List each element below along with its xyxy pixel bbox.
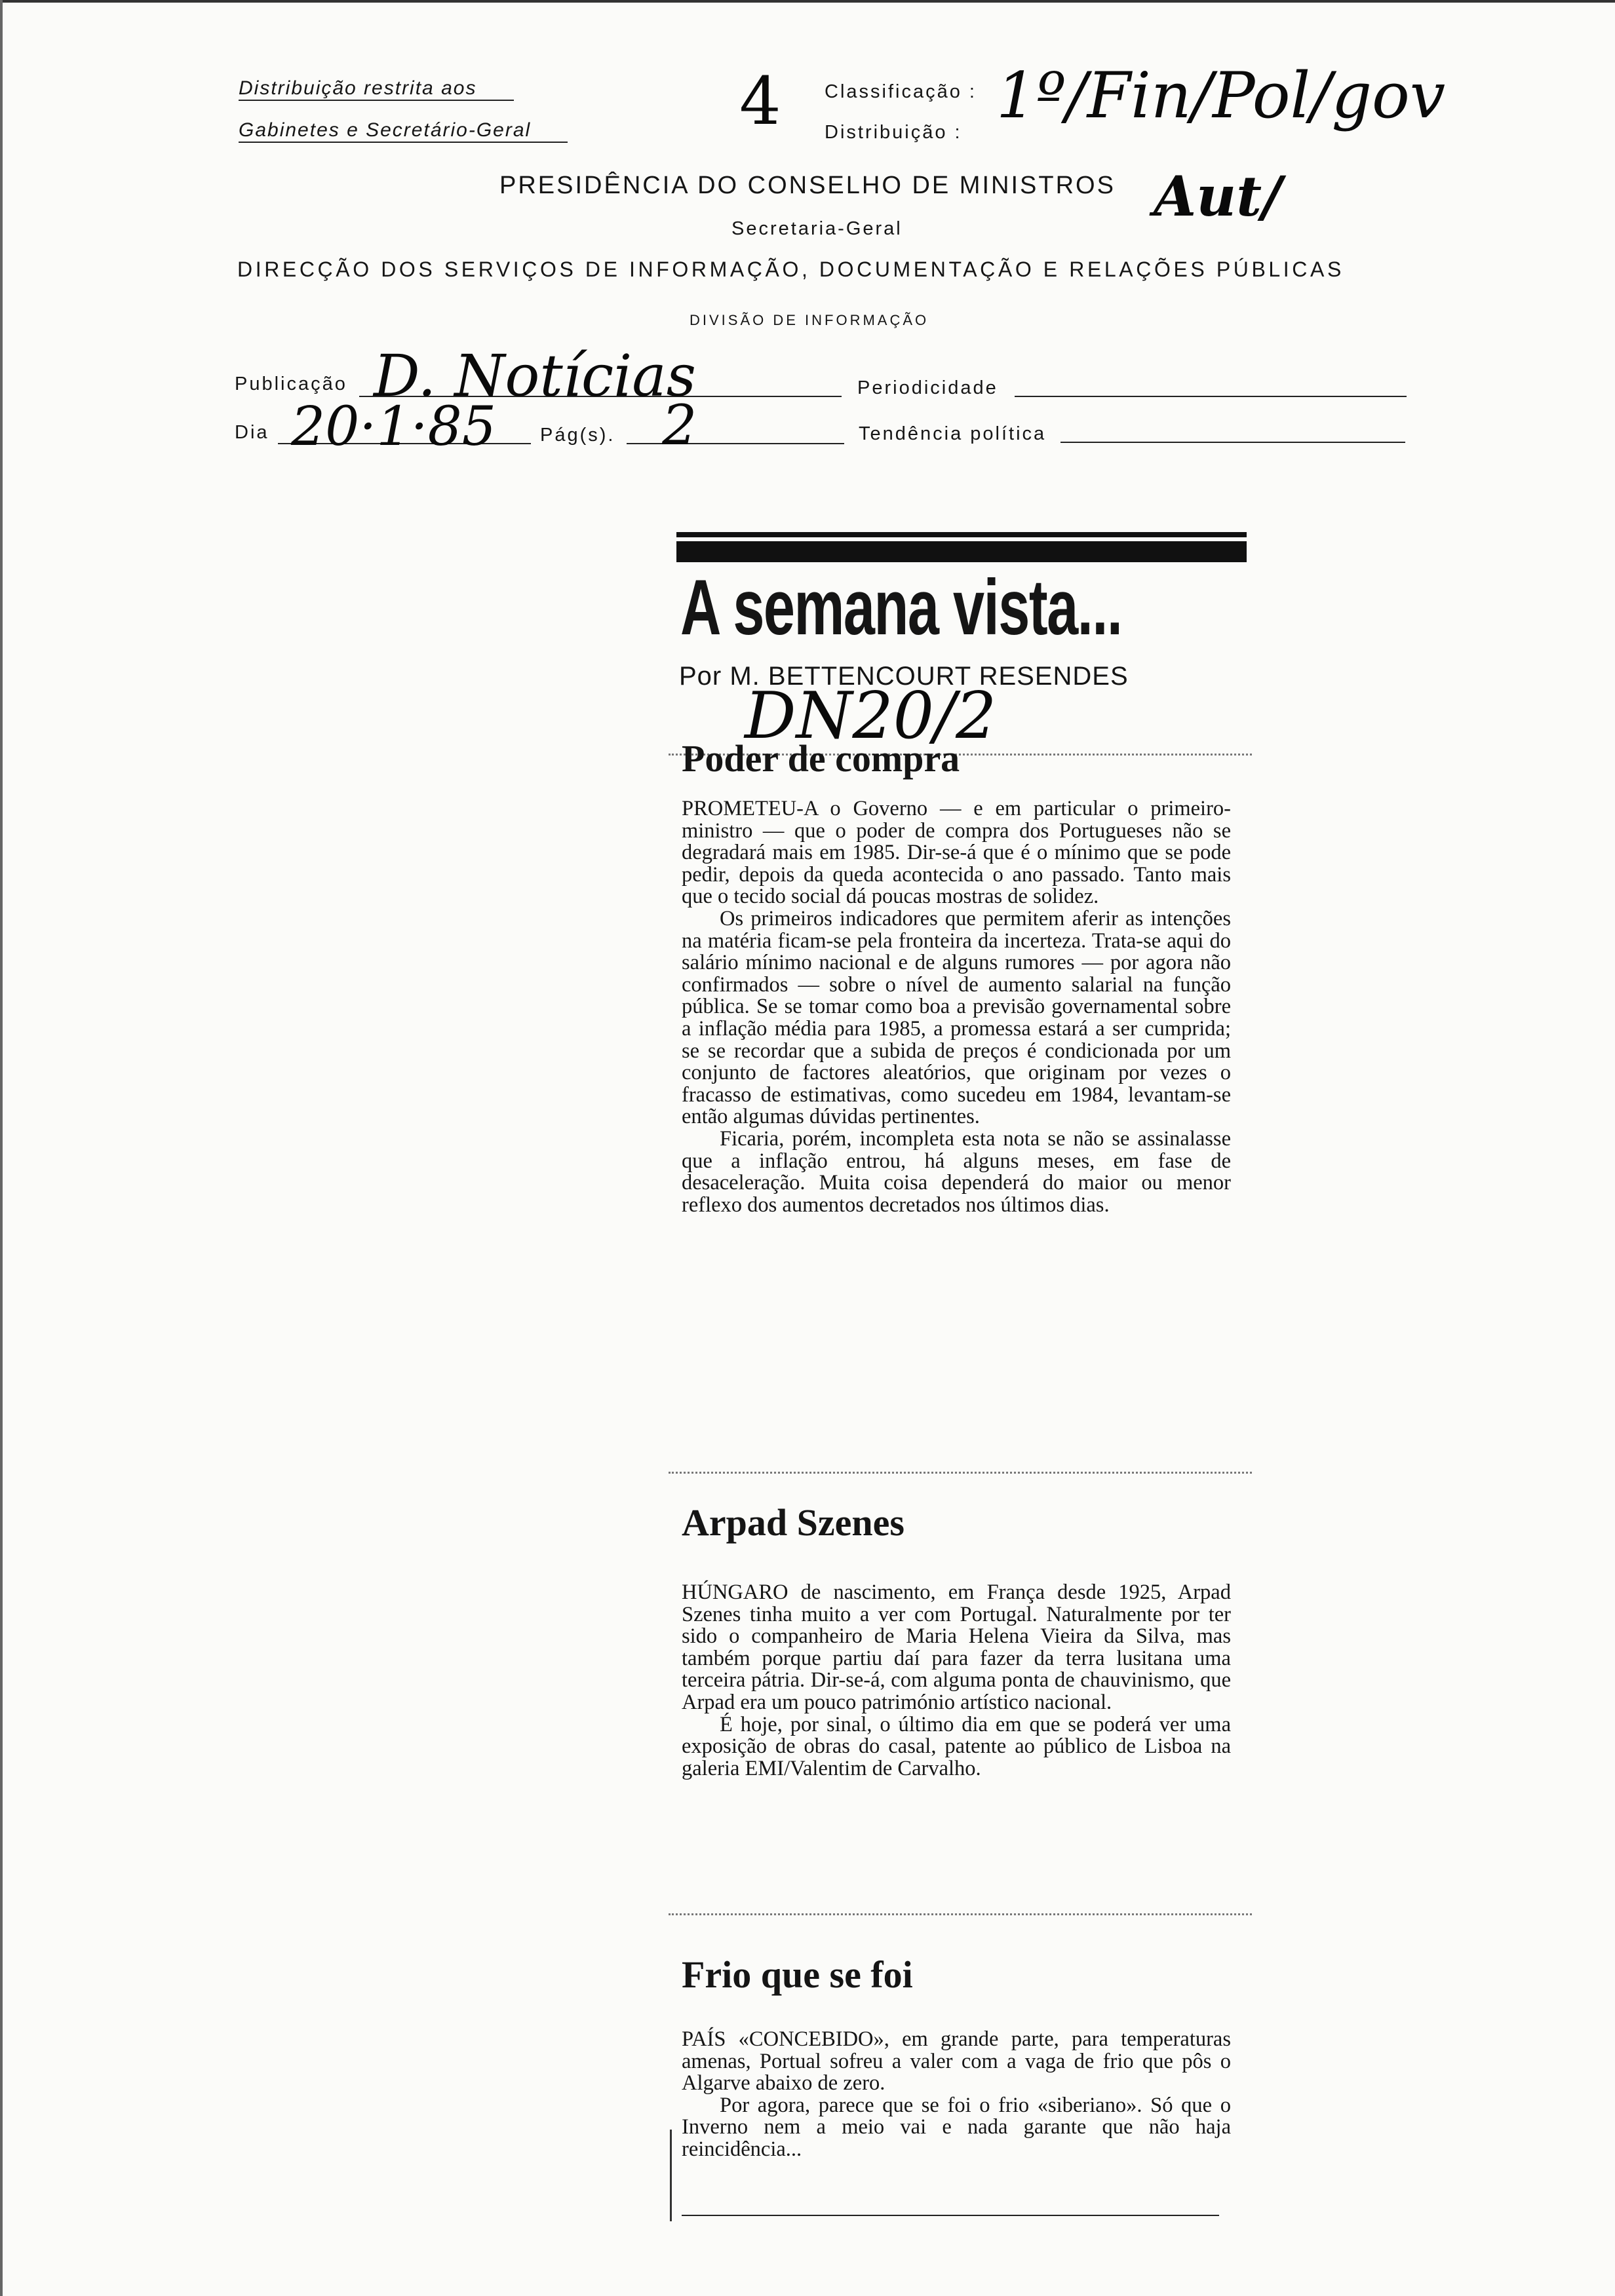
paragraph: Os primeiros indicadores que permitem aferir as intenções na matéria ficam-se pela fronteira da incerteza. Trata-se aqui do salário mínimo nacional e de alguns rumores — por agora não confirmados — sobre o nível de aumento salarial na função pública. Se se tomar como boa a previsão governamental sobre a inflação média para 1985, a promessa estará a ser cumprida; se se recordar que a subida de preços é condicionada por um conjunto de factores aleatórios, que originam por vezes o fracasso de estimativas, como sucedeu em 1984, levantam-se então algumas dúvidas pertinentes.: [682, 906, 1231, 1129]
handwritten-reference: DN20/2: [745, 679, 997, 754]
clipping-top-rule: [676, 532, 1247, 537]
tendency-field-line: [1060, 442, 1405, 443]
clipping-noise-line: [669, 1913, 1252, 1915]
handwritten-classification: 1º/Fin/Pol/gov: [996, 59, 1446, 132]
paragraph: PAÍS «CONCEBIDO», em grande parte, para temperaturas amenas, Portual sofreu a valer com a vaga de frio que pôs o Algarve abaixo de zero.: [682, 2027, 1231, 2095]
paragraph: HÚNGARO de nascimento, em França desde 1925, Arpad Szenes tinha muito a ver com Portugal. Naturalmente por ter sido o companheiro de Maria Helena Vieira da Silva, mas também porque partiu daí para fazer da terra lusitana uma terceira pátria. Dir-se-á, com alguma ponta de chauvinismo, que Arpad era um pouco património artístico nacional.: [682, 1580, 1231, 1714]
pages-value: 2: [662, 393, 697, 457]
day-value: 20·1·85: [291, 396, 496, 458]
section-body-poder-de-compra: [682, 798, 1231, 1216]
direction-title: DIRECÇÃO DOS SERVIÇOS DE INFORMAÇÃO, DOCUMENTAÇÃO E RELAÇÕES PÚBLICAS: [237, 258, 1344, 281]
clipping-left-edge-mark: [670, 2130, 672, 2221]
tendency-label: Tendência política: [859, 423, 1047, 444]
paragraph: PROMETEU-A o Governo — e em particular o primeiro-ministro — que o poder de compra dos Portugueses não se degradará mais em 1985. Dir-se-á que é o mínimo que se pode pedir, depois da queda acontecida o ano passado. Tanto mais que o tecido social dá poucas mostras de solidez.: [682, 797, 1231, 909]
page-top-edge: [0, 0, 1615, 3]
clipping-top-bar: [676, 541, 1247, 562]
clipping-noise-line: [669, 1472, 1252, 1474]
publication-value: D. Notícias: [374, 342, 696, 410]
classification-label: Classificação :: [825, 81, 977, 102]
day-label: Dia: [235, 422, 269, 443]
paragraph: É hoje, por sinal, o último dia em que se poderá ver uma exposição de obras do casal, patente ao público de Lisboa na galeria EMI/Valentim de Carvalho.: [682, 1712, 1231, 1780]
periodicity-label: Periodicidade: [857, 377, 998, 398]
section-title-arpad-szenes: Arpad Szenes: [682, 1501, 905, 1544]
handwritten-number: 4: [739, 63, 781, 140]
distribution-note-line2: Gabinetes e Secretário-Geral: [239, 119, 568, 143]
paragraph: Ficaria, porém, incompleta esta nota se não se assinalasse que a inflação entrou, há alguns meses, em fase de desaceleração. Muita coisa dependerá do maior ou menor reflexo dos aumentos decretados nos últimos dias.: [682, 1126, 1231, 1217]
periodicity-field-line: [1015, 396, 1407, 397]
section-title-poder-de-compra: Poder de compra: [682, 737, 960, 780]
clipping-headline: A semana vista...: [680, 564, 1122, 651]
page-left-edge: [0, 0, 3, 2296]
handwritten-distribution: Aut/: [1154, 164, 1282, 229]
clipping-bottom-rule: [682, 2215, 1219, 2216]
pages-label: Pág(s).: [540, 425, 615, 446]
presidency-title: PRESIDÊNCIA DO CONSELHO DE MINISTROS: [499, 172, 1116, 199]
publication-label: Publicação: [235, 373, 347, 394]
secretariat-title: Secretaria-Geral: [731, 218, 903, 239]
division-title: DIVISÃO DE INFORMAÇÃO: [690, 312, 929, 328]
section-body-frio-que-se-foi: [682, 2029, 1231, 2161]
distribution-label: Distribuição :: [825, 122, 962, 143]
section-body-arpad-szenes: [682, 1582, 1231, 1780]
distribution-note-line1: Distribuição restrita aos: [239, 77, 514, 101]
clipping-byline: Por M. BETTENCOURT RESENDES: [679, 662, 1129, 691]
pages-field-line: [627, 443, 844, 444]
section-title-frio-que-se-foi: Frio que se foi: [682, 1953, 913, 1996]
paragraph: Por agora, parece que se foi o frio «siberiano». Só que o Inverno nem a meio vai e nada garante que não haja reincidência...: [682, 2093, 1231, 2161]
